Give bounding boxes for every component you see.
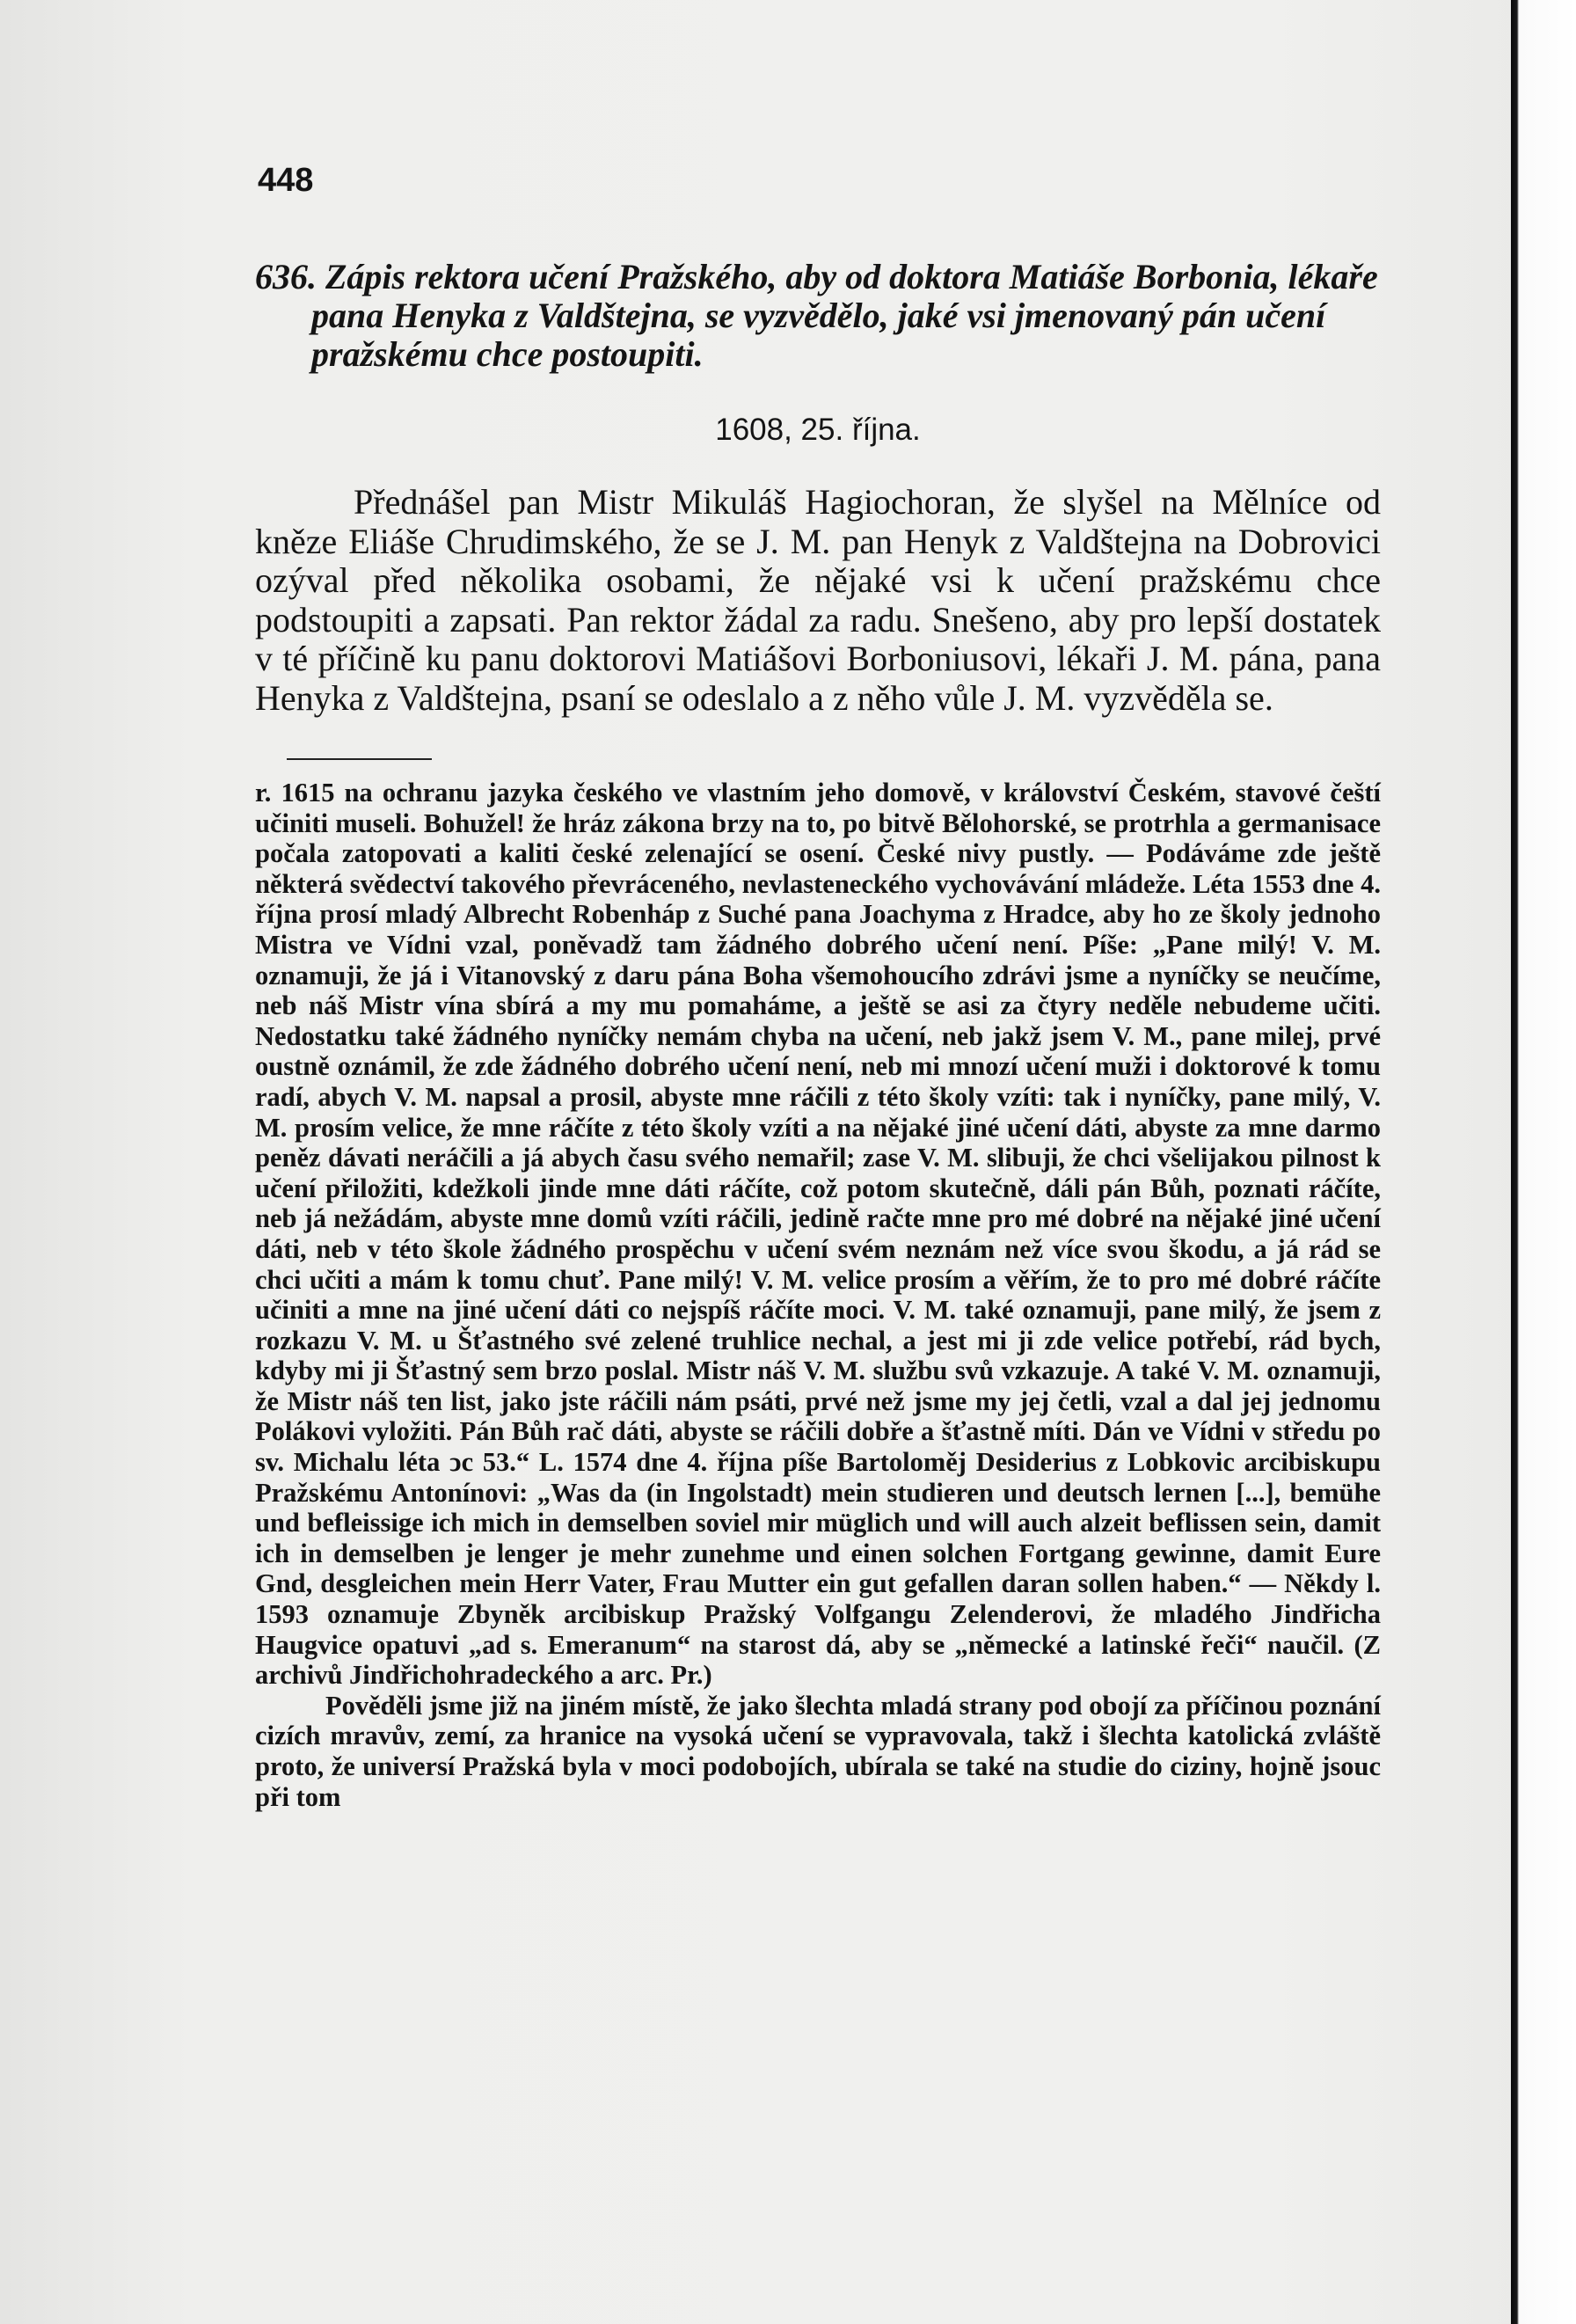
- footnote-continued-paragraph: Pověděli jsme již na jiném místě, že jako šlechta mladá strany pod obojí za příčinou poznání cizích mravův, zemí, za hranice na vysoká učení se vypravovala, takž i šlechta katolická zvláště proto, že universí Pražská byla v moci podobojích, ubírala se také na studie do ciziny, hojně jsouc při tom: [255, 1690, 1381, 1812]
- main-paragraph: Přednášel pan Mistr Mikuláš Hagiochoran, že slyšel na Mělníce od kněze Eliáše Chrudimského, že se J. M. pan Henyk z Valdštejna na Dobrovici ozýval před několika osobami, že nějaké vsi k učení pražskému chce podstoupiti a zapsati. Pan rektor žádal za radu. Snešeno, aby pro lepší dostatek v té příčině ku panu doktorovi Matiášovi Borboniusovi, lékaři J. M. pána, pana Henyka z Valdštejna, psaní se odeslalo a z něho vůle J. M. vyzvěděla se.: [255, 482, 1381, 718]
- page-number: 448: [258, 162, 314, 199]
- document-page: [255, 141, 1381, 1812]
- document-date: 1608, 25. října.: [715, 413, 921, 447]
- document-title: 636. Zápis rektora učení Pražského, aby od doktora Matiáše Borbonia, lékaře pana Henyka z Valdštejna, se vyzvědělo, jaké vsi jmenovaný pán učení pražskému chce postoupiti.: [255, 257, 1378, 374]
- page-edge-gutter: [1511, 0, 1576, 2324]
- footnote-divider: [287, 758, 432, 760]
- footnote-text: r. 1615 na ochranu jazyka českého ve vlastním jeho domově, v království Českém, stavové čeští učiniti museli. Bohužel! že hráz zákona brzy na to, po bitvě Bělohorské, se protrhla a germanisace počala zatopovati a kaliti české zelenající se osení. České nivy pustly. — Podáváme zde ještě některá svědectví takového převráceného, nevlasteneckého vychovávání mládeže. Léta 1553 dne 4. října prosí mladý Albrecht Robenháp z Suché pana Joachyma z Hradce, aby ho ze školy jednoho Mistra ve Vídni vzal, poněvadž tam žádného dobrého učení není. Píše: „Pane milý! V. M. oznamuji, že já i Vitanovský z daru pána Boha všemohoucího zdrávi jsme a nyníčky se neučíme, neb náš Mistr vína sbírá a my mu pomaháme, a ještě se asi za čtyry neděle nebudeme učiti. Nedostatku také žádného nyníčky nemám chyba na učení, neb jakž jsem V. M., pane milej, prvé oustně oznámil, že zde žádného dobrého učení není, neb mi mnozí učení muži i doktorové k tomu radí, abych V. M. napsal a prosil, abyste mne ráčili z této školy vzíti: tak i nyníčky, pane milý, V. M. prosím velice, že mne ráčíte z této školy vzíti a na nějaké jiné učení dáti, abyste za mne darmo peněz dávati neráčili a já abych času svého nemařil; zase V. M. slibuji, že chci všelijakou pilnost k učení přiložiti, kdežkoli jinde mne dáti ráčíte, což potom skutečně, dáli pán Bůh, poznati ráčíte, neb já nežádám, abyste mne domů vzíti ráčili, jedině račte mne pro mé dobré na nějaké jiné učení dáti, neb v této škole žádného prospěchu v učení svém neznám než více svou škodu, a já rád se chci učiti a mám k tomu chuť. Pane milý! V. M. velice prosím a věřím, že to pro mé dobré ráčíte učiniti a mne na jiné učení dáti co nejspíš ráčíte moci. V. M. také oznamuji, pane milý, že jsem z rozkazu V. M. u Šťastného své zelené truhlice nechal, a jest mi ji zde velice potřebí, rád bych, kdyby mi ji Šťastný sem brzo poslal. Mistr náš V. M. službu svů vzkazuje. A také V. M. oznamuji, že Mistr náš ten list, jako jste ráčili nám psáti, prvé než jsme my jej četli, vzal a dal jej jednomu Polákovi vyložiti. Pán Bůh rač dáti, abyste se ráčili dobře a šťastně míti. Dán ve Vídni v středu po sv. Michalu léta ͻc 53.“ L. 1574 dne 4. října píše Bartoloměj Desiderius z Lobkovic arcibiskupu Pražskému Antonínovi: „Was da (in Ingolstadt) mein studieren und deutsch lernen [...], bemühe und befleissige ich mich in demselben soviel mir müglich und will auch alzeit beflissen sein, damit ich in demselben je lenger je mehr zunehme und einen solchen Fortgang gewinne, damit Eure Gnd, desgleichen mein Herr Vater, Frau Mutter ein gut gefallen daran sollen haben.“ — Někdy l. 1593 oznamuje Zbyněk arcibiskup Pražský Volfgangu Zelenderovi, že mladého Jindřicha Haugvice opatuvi „ad s. Emeranum“ na starost dá, aby se „německé a latinské řeči“ naučil. (Z archivů Jindřichohradeckého a arc. Pr.): [255, 778, 1381, 1691]
